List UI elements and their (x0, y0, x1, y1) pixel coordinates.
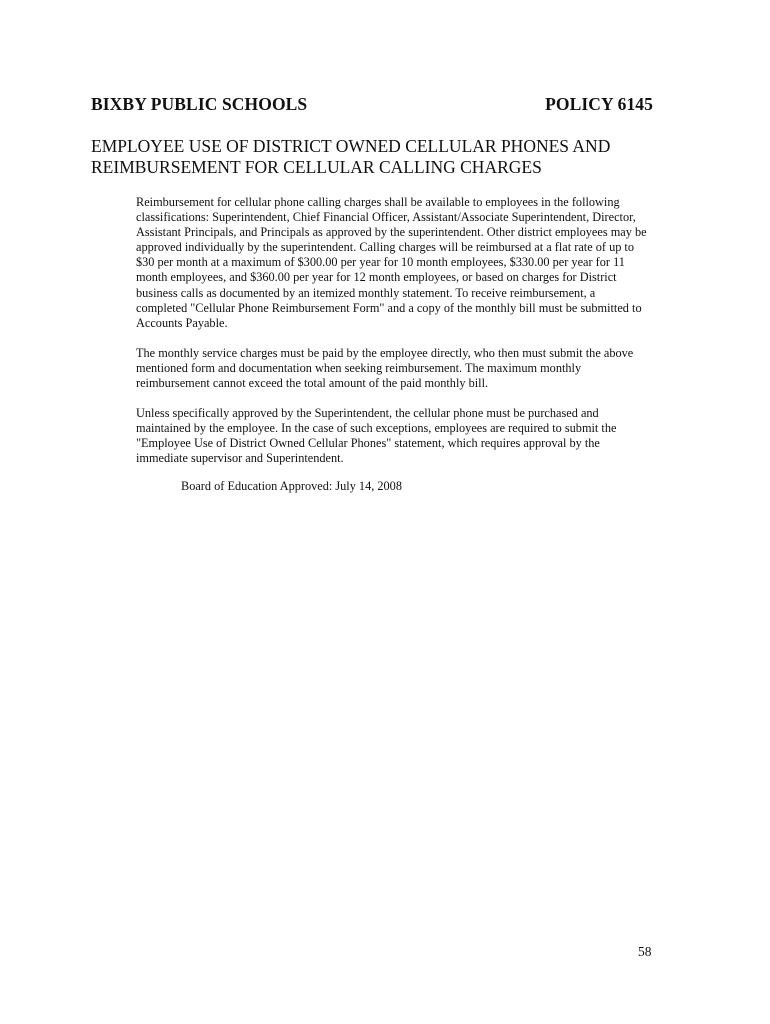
text-line: approved individually by the superintendent. Calling charges will be reimbursed at a flat rate of up to (136, 240, 634, 255)
text-line: Assistant Principals, and Principals as approved by the superintendent. Other district employees may be (136, 225, 647, 240)
text-line: "Employee Use of District Owned Cellular Phones" statement, which requires approval by the (136, 436, 600, 451)
policy-title-line: EMPLOYEE USE OF DISTRICT OWNED CELLULAR PHONES AND (91, 136, 611, 156)
text-line: $30 per month at a maximum of $300.00 per year for 10 month employees, $330.00 per year for 11 (136, 255, 625, 270)
text-line: completed "Cellular Phone Reimbursement Form" and a copy of the monthly bill must be submitted to (136, 300, 642, 315)
text-line: Unless specifically approved by the Superintendent, the cellular phone must be purchased and (136, 406, 599, 421)
paragraph-phone-ownership (136, 406, 666, 466)
paragraph-reimbursement (136, 195, 666, 331)
text-line: Accounts Payable. (136, 315, 228, 330)
text-line: Reimbursement for cellular phone calling charges shall be available to employees in the following (136, 195, 620, 209)
paragraph-service-charges (136, 346, 666, 391)
text-line: maintained by the employee. In the case of such exceptions, employees are required to submit the (136, 421, 617, 436)
policy-title (91, 136, 671, 178)
organization-name: BIXBY PUBLIC SCHOOLS (91, 94, 308, 114)
policy-title-line: REIMBURSEMENT FOR CELLULAR CALLING CHARGES (91, 157, 542, 177)
text-line: classifications: Superintendent, Chief Financial Officer, Assistant/Associate Superintendent, Director, (136, 210, 636, 225)
text-line: mentioned form and documentation when seeking reimbursement. The maximum monthly (136, 360, 582, 375)
text-line: reimbursement cannot exceed the total amount of the paid monthly bill. (136, 376, 489, 391)
text-line: The monthly service charges must be paid by the employee directly, who then must submit the above (136, 345, 634, 360)
document-header (91, 94, 653, 115)
policy-body (136, 195, 666, 482)
approval-date: Board of Education Approved: July 14, 2008 (181, 479, 402, 493)
text-line: month employees, and $360.00 per year for 12 month employees, or based on charges for District (136, 270, 617, 285)
text-line: immediate supervisor and Superintendent. (136, 451, 344, 466)
page-number: 58 (638, 944, 652, 959)
text-line: business calls as documented by an itemized monthly statement. To receive reimbursement, a (136, 285, 596, 300)
policy-number: POLICY 6145 (545, 94, 653, 114)
